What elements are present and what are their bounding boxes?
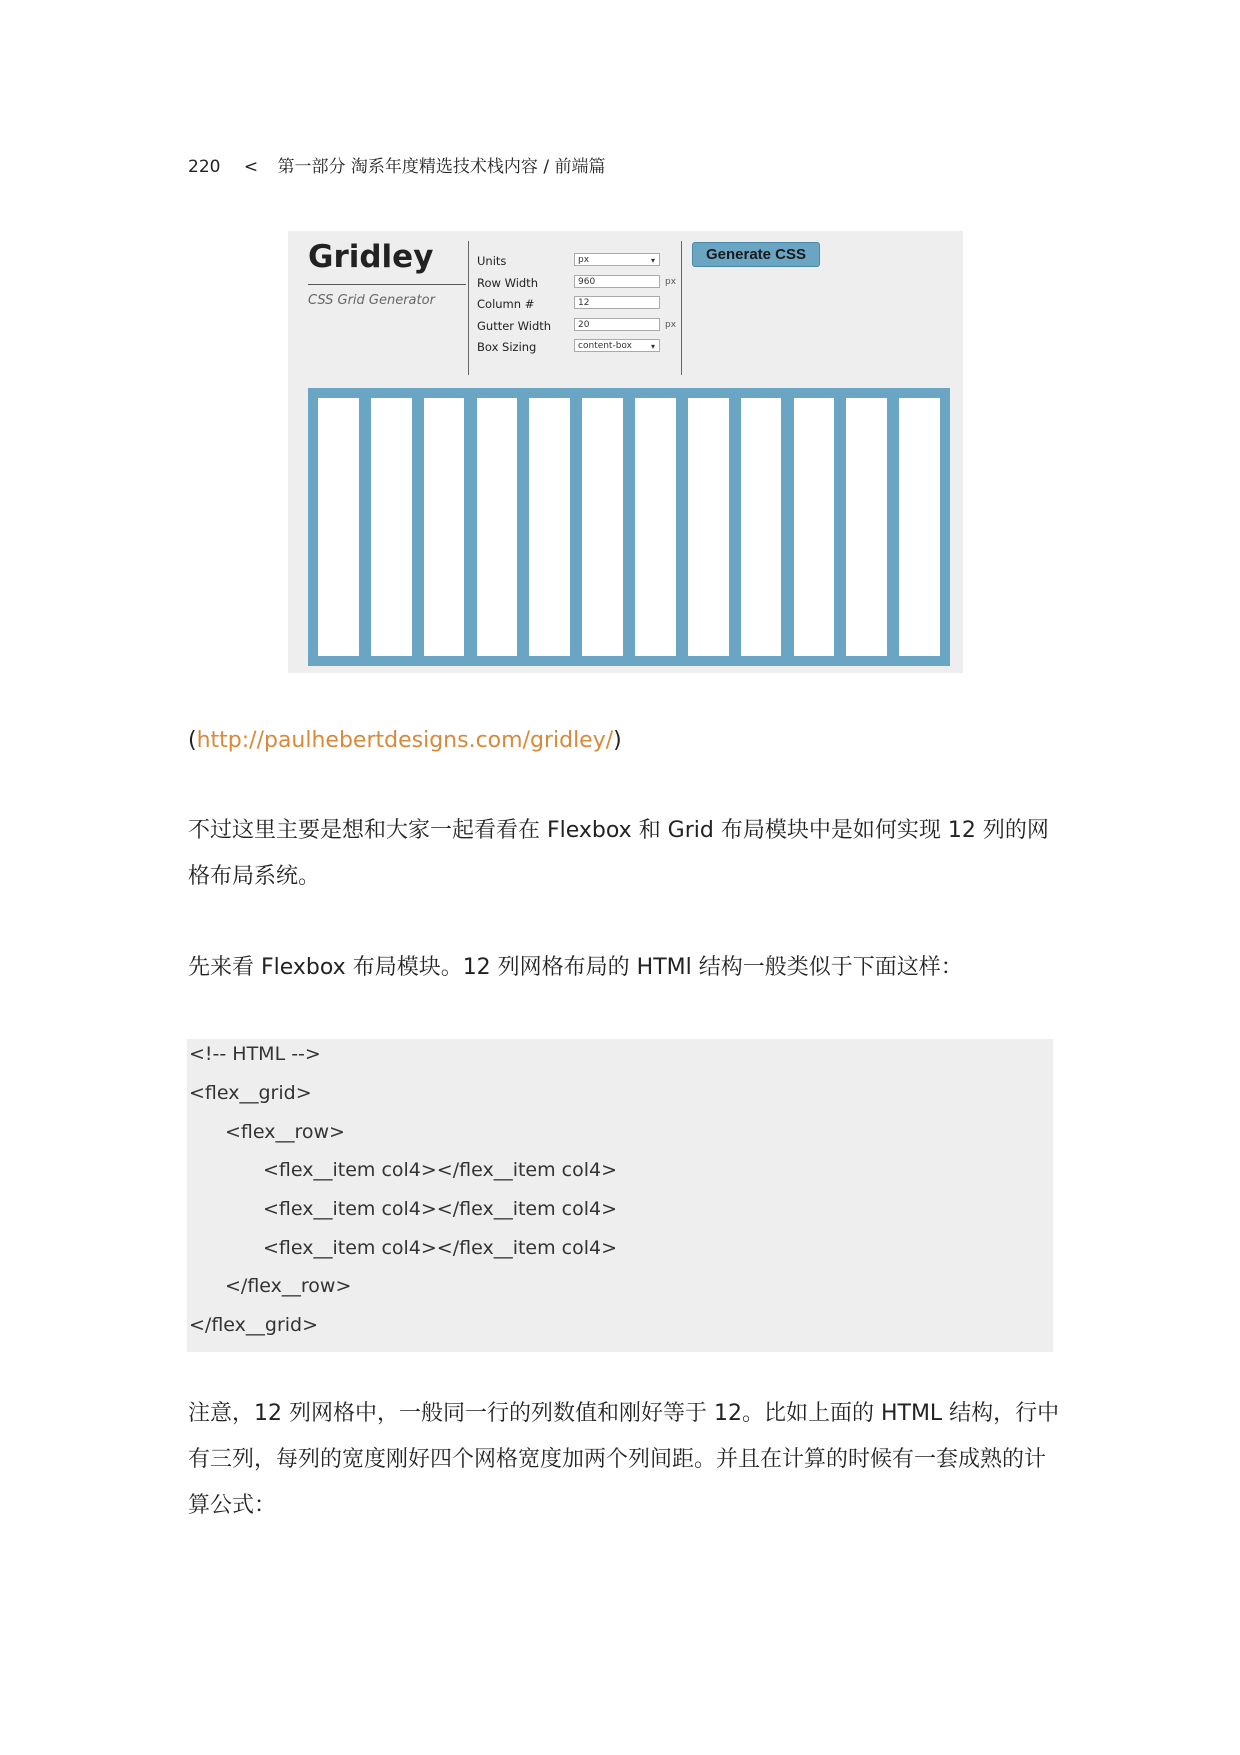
- settings-form: [477, 251, 687, 359]
- code-line: <flex__item col4></flex__item col4>: [263, 1237, 618, 1259]
- grid-column: [529, 398, 570, 656]
- code-line: </flex__row>: [225, 1275, 352, 1297]
- gridley-subtitle: CSS Grid Generator: [308, 293, 435, 308]
- page-number: 220: [188, 157, 221, 177]
- field-label: Column #: [477, 297, 535, 311]
- field-label: Gutter Width: [477, 318, 552, 333]
- grid-column: [688, 398, 729, 656]
- paren-close: ): [613, 728, 622, 753]
- code-line: <flex__row>: [225, 1121, 345, 1143]
- grid-column: [424, 398, 465, 656]
- grid-column: [846, 398, 887, 656]
- field-label: Units: [477, 254, 507, 268]
- code-line: </flex__grid>: [189, 1314, 319, 1336]
- grid-column: [899, 398, 940, 656]
- field-unit: px: [665, 276, 677, 287]
- generate-css-button[interactable]: Generate CSS: [692, 242, 820, 267]
- field-units: [477, 251, 687, 273]
- grid-column: [741, 398, 782, 656]
- code-line: <!-- HTML -->: [189, 1043, 321, 1065]
- breadcrumb: 第一部分 淘系年度精选技术栈内容 / 前端篇: [277, 157, 606, 177]
- title-rule: [308, 284, 466, 285]
- field-label: Row Width: [477, 275, 538, 290]
- units-select[interactable]: px ▾: [574, 253, 660, 266]
- field-box-sizing: [477, 337, 687, 359]
- code-line: <flex__grid>: [189, 1082, 312, 1104]
- field-column: [477, 294, 687, 316]
- code-line: <flex__item col4></flex__item col4>: [263, 1159, 618, 1181]
- column-count-input[interactable]: 12: [574, 296, 660, 309]
- page-header: [188, 152, 605, 177]
- paragraph-note: 注意，12 列网格中，一般同一行的列数值和刚好等于 12。比如上面的 HTML 结构，行中有三列，每列的宽度刚好四个网格宽度加两个列间距。并且在计算的时候有一套成熟的计算公式：: [188, 1401, 1060, 1518]
- gridley-screenshot: [288, 231, 963, 673]
- grid-preview: [308, 388, 950, 666]
- paragraph-intro: 不过这里主要是想和大家一起看看在 Flexbox 和 Grid 布局模块中是如何实现 12 列的网格布局系统。: [188, 818, 1049, 889]
- grid-column: [477, 398, 518, 656]
- grid-column: [635, 398, 676, 656]
- header-separator: <: [243, 157, 259, 177]
- grid-column: [318, 398, 359, 656]
- field-label: Box Sizing: [477, 340, 537, 354]
- row-width-input[interactable]: 960: [574, 275, 660, 288]
- grid-column: [371, 398, 412, 656]
- source-link[interactable]: http://paulhebertdesigns.com/gridley/: [196, 728, 614, 753]
- code-line: <flex__item col4></flex__item col4>: [263, 1198, 618, 1220]
- field-unit: px: [665, 319, 677, 330]
- gridley-title: Gridley: [308, 239, 434, 275]
- paragraph-flexbox: 先来看 Flexbox 布局模块。12 列网格布局的 HTMl 结构一般类似于下面这样：: [188, 955, 963, 980]
- form-divider-left: [468, 241, 469, 375]
- source-link-line: [188, 728, 622, 753]
- code-block: [187, 1039, 1053, 1352]
- field-row-width: [477, 273, 687, 295]
- paren-open: (: [188, 728, 197, 753]
- gutter-width-input[interactable]: 20: [574, 318, 660, 331]
- grid-column: [794, 398, 835, 656]
- box-sizing-select[interactable]: content-box ▾: [574, 339, 660, 352]
- field-gutter-width: [477, 316, 687, 338]
- grid-column: [582, 398, 623, 656]
